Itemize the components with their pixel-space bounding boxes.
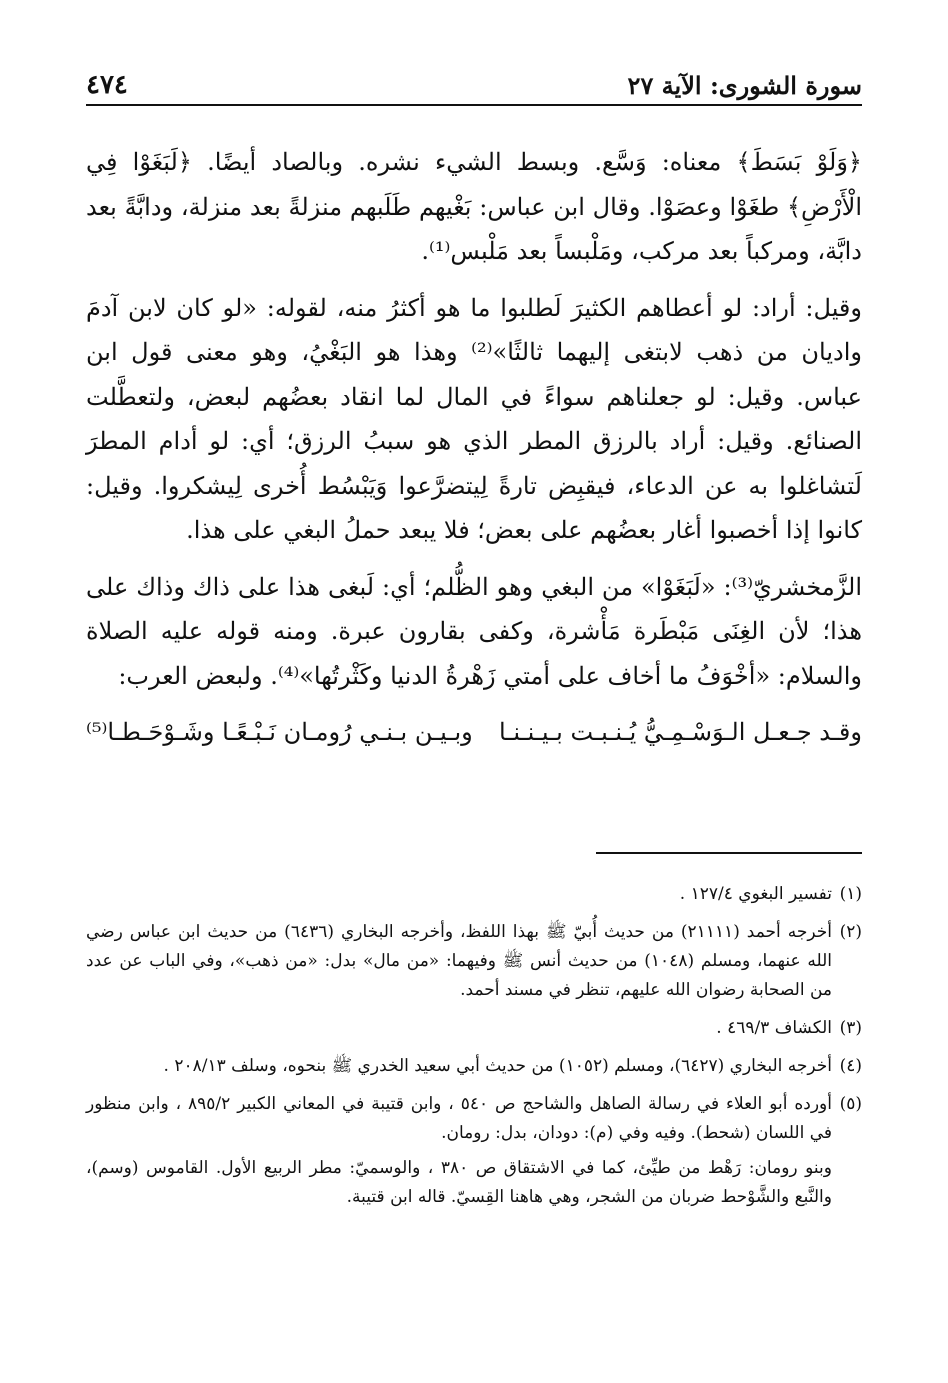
paragraph: الزَّمخشريّ⁽³⁾: «لَبَغَوْا» من البغي وهو الظُّلم؛ أي: لَبغى هذا على ذاك وذاك على هذا؛ لأن الغِنَى مَبْطَرة مَأْشرة، وكفى بقارون عبرة. ومنه قوله عليه الصلاة والسلام: «أخْوَفُ ما أخاف على أمتي زَهْرةُ الدنيا وكَثْرتُها»⁽⁴⁾. ولبعض العرب:	[86, 572, 862, 690]
footnote-number: (٥)	[839, 1094, 862, 1114]
footnote-divider	[596, 852, 862, 854]
footnote	[86, 1052, 862, 1081]
surah-title: سورة الشورى: الآية ٢٧	[627, 71, 862, 100]
footnote-number: (٣)	[839, 1018, 862, 1038]
header-divider	[86, 104, 862, 106]
verse-hemistich-second: وبـيـن بـنـي رُومـان نَـبْـعًـا وشَـوْحَـطـا⁽⁵⁾	[86, 718, 473, 746]
footnote-text: تفسير البغوي ١٢٧/٤ .	[679, 884, 832, 904]
footnote	[86, 1090, 862, 1212]
footnote	[86, 918, 862, 1005]
poetry-verse	[86, 710, 862, 755]
footnote-number: (٢)	[839, 922, 862, 942]
footnote-body	[86, 1090, 832, 1212]
verse-hemistich-first: وقـد جـعـل الـوَسْـمِـيُّ يُـنـبـت بـيـنـنـا	[499, 718, 862, 746]
footnote-text: الكشاف ٤٦٩/٣ .	[716, 1018, 832, 1038]
page-number: ٤٧٤	[86, 70, 128, 100]
footnote-continuation: وبنو رومان: رَهْط من طيِّئ، كما في الاشتقاق ص ٣٨٠ ، والوسميّ: مطر الربيع الأول. القاموس (وسم)، والنَّبع والشَّوْحط ضربان من الشجر، وهي هاهنا القِسيّ. قاله ابن قتيبة.	[86, 1158, 833, 1207]
footnote	[86, 1014, 862, 1043]
footnote	[86, 880, 862, 909]
footnotes	[86, 880, 862, 1221]
main-text	[86, 140, 862, 755]
footnote-text: أورده أبو العلاء في رسالة الصاهل والشاحج ص ٥٤٠ ، وابن قتيبة في المعاني الكبير ٨٩٥/٢ ، وابن منظور في اللسان (شحط). وفيه وفي (م): دودان، بدل: رومان.	[86, 1094, 832, 1143]
paragraph: ﴿وَلَوْ بَسَطَ﴾ معناه: وَسَّع. وبسط الشيء نشره. وبالصاد أيضًا. ﴿لَبَغَوْا فِي الْأَرْضِ﴾ طغَوْا وعصَوْا. وقال ابن عباس: بَغْيهم طَلَبهم منزلةً بعد منزلة، ودابَّةً بعد دابَّة، ومركباً بعد مركب، ومَلْبساً بعد مَلْبس⁽¹⁾.	[86, 148, 862, 265]
paragraph: وقيل: أراد: لو أعطاهم الكثيرَ لَطلبوا ما هو أكثرُ منه، لقوله: «لو كان لابن آدمَ واديان من ذهب لابتغى إليهما ثالثًا»⁽²⁾ وهذا هو البَغْيُ، وهو معنى قول ابن عباس. وقيل: لو جعلناهم سواءً في المال لما انقاد بعضُهم لبعض، ولتعطَّلت الصنائع. وقيل: أراد بالرزق المطر الذي هو سببُ الرزق؛ أي: لو أدام المطرَ لَتشاغلوا به عن الدعاء، فيقبِض تارةً لِيتضرَّعوا وَيَبْسُط أُخرى لِيشكروا. وقيل: كانوا إذا أخصبوا أغار بعضُهم على بعض؛ فلا يبعد حملُ البغي على هذا.	[86, 293, 862, 544]
footnote-text: أخرجه أحمد (٢١١١١) من حديث أُبيّ ﷺ بهذا اللفظ، وأخرجه البخاري (٦٤٣٦) من حديث ابن عباس رضي الله عنهما، ومسلم (١٠٤٨) من حديث أنس ﷺ وفيهما: «من مال» بدل: «من ذهب»، وفي الباب عن عدد من الصحابة رضوان الله عليهم، تنظر في مسند أحمد.	[86, 922, 832, 1000]
footnote-text: أخرجه البخاري (٦٤٢٧)، ومسلم (١٠٥٢) من حديث أبي سعيد الخدري ﷺ بنحوه، وسلف ٢٠٨/١٣ .	[163, 1056, 832, 1076]
page-header	[86, 60, 862, 100]
footnote-number: (١)	[839, 884, 862, 904]
footnote-number: (٤)	[839, 1056, 862, 1076]
